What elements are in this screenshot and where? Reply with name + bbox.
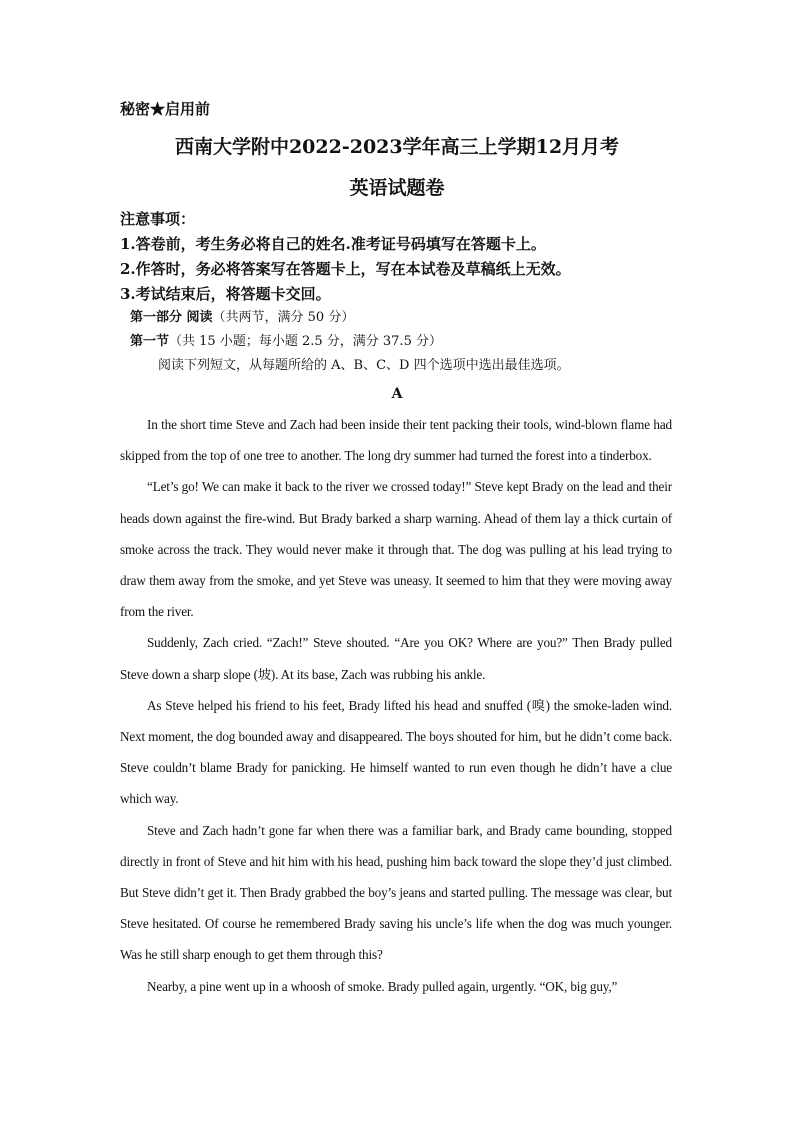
notice-item: 1.答卷前，考生务必将自己的姓名.准考证号码填写在答题卡上。 xyxy=(120,235,546,253)
exam-title: 西南大学附中2022-2023学年高三上学期12月月考 xyxy=(174,136,620,158)
node-label: 第一节 xyxy=(130,334,170,349)
passage-body xyxy=(120,409,672,1002)
notice-item: 3.考试结束后，将答题卡交回。 xyxy=(120,285,331,303)
exam-subtitle: 英语试题卷 xyxy=(349,177,445,199)
passage-paragraph: Nearby, a pine went up in a whoosh of smoke. Brady pulled again, urgently. “OK, big guy,” xyxy=(147,978,618,994)
passage-paragraph: In the short time Steve and Zach had been inside their tent packing their tools, wind-blown flame had skipped from the top of one tree to another. The long dry summer had turned the forest into a tinderbox. xyxy=(120,417,672,464)
part-detail: （共两节，满分 50 分） xyxy=(212,310,355,325)
passage-letter: A xyxy=(391,386,403,402)
passage-paragraph: As Steve helped his friend to his feet, Brady lifted his head and snuffed (嗅) the smoke-laden wind. Next moment, the dog bounded away and disappeared. The boys shouted for him, but he didn’t come back. Steve couldn’t blame Brady for panicking. He himself wanted to run even though he didn’t have a clue which way. xyxy=(120,697,672,807)
part-label: 第一部分 阅读 xyxy=(130,310,213,325)
node-detail: （共 15 小题；每小题 2.5 分，满分 37.5 分） xyxy=(169,334,442,349)
reading-instruction: 阅读下列短文，从每题所给的 A、B、C、D 四个选项中选出最佳选项。 xyxy=(158,358,570,373)
passage-paragraph: Suddenly, Zach cried. “Zach!” Steve shouted. “Are you OK? Where are you?” Then Brady pulled Steve down a sharp slope (坡). At its base, Zach was rubbing his ankle. xyxy=(120,635,672,682)
notice-item: 2.作答时，务必将答案写在答题卡上，写在本试卷及草稿纸上无效。 xyxy=(120,260,571,278)
confidential-mark: 秘密★启用前 xyxy=(120,100,211,118)
notice-heading: 注意事项： xyxy=(120,210,196,228)
node-heading xyxy=(130,330,442,349)
passage-paragraph: “Let’s go! We can make it back to the river we crossed today!” Steve kept Brady on the lead and their heads down against the fire-wind. But Brady barked a sharp warning. Ahead of them lay a thick curtain of smoke across the track. They would never make it through that. The dog was pulling at his lead trying to draw them away from the smoke, and yet Steve was uneasy. It seemed to him that they were moving away from the river. xyxy=(120,479,672,620)
part-heading xyxy=(130,306,354,325)
passage-paragraph: Steve and Zach hadn’t gone far when there was a familiar bark, and Brady came bounding, stopped directly in front of Steve and hit him with his head, pushing him back toward the slope they’d just climbed. But Steve didn’t get it. Then Brady grabbed the boy’s jeans and started pulling. The message was clear, but Steve hesitated. Of course he remembered Brady saving his uncle’s life when the dog was much younger. Was he still sharp enough to get them through this? xyxy=(120,822,672,963)
